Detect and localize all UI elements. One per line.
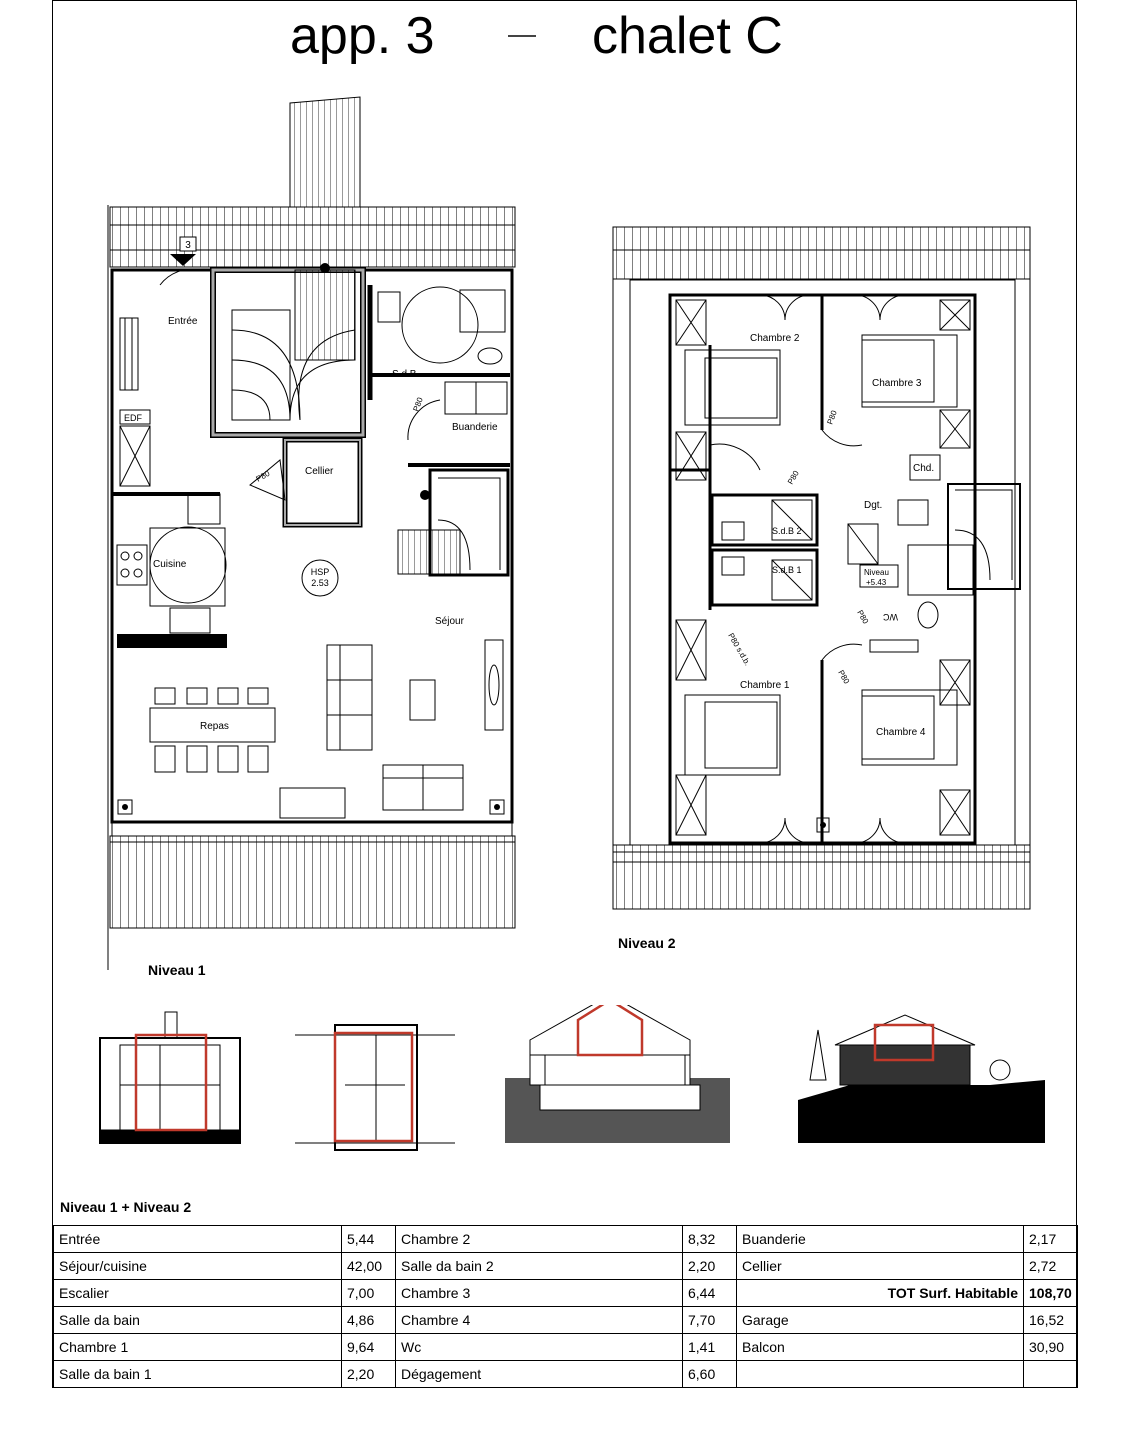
svg-text:+5.43: +5.43 xyxy=(866,578,887,587)
surface-label: Chambre 2 xyxy=(396,1226,683,1253)
surface-value: 2,20 xyxy=(342,1361,396,1388)
room-chambre-1: Chambre 1 xyxy=(740,680,790,691)
surface-value: 7,00 xyxy=(342,1280,396,1307)
label-niveau-2: Niveau 2 xyxy=(618,935,676,951)
room-buanderie: Buanderie xyxy=(452,422,498,433)
floor-plan-niveau-2 xyxy=(605,220,1035,920)
surface-label: Buanderie xyxy=(737,1226,1024,1253)
balcony-niveau-2 xyxy=(613,845,1030,909)
surface-value: 6,60 xyxy=(683,1361,737,1388)
surface-value: 30,90 xyxy=(1024,1334,1078,1361)
svg-text:P80: P80 xyxy=(411,396,425,413)
surface-value: 5,44 xyxy=(342,1226,396,1253)
table-row xyxy=(54,1334,1078,1361)
kitchen xyxy=(117,527,227,648)
surface-label: Chambre 3 xyxy=(396,1280,683,1307)
label-niveau-1: Niveau 1 xyxy=(148,962,206,978)
surface-label: Dégagement xyxy=(396,1361,683,1388)
title-chalet: chalet C xyxy=(592,7,783,65)
secondary-stair xyxy=(398,470,508,575)
room-chambre-4: Chambre 4 xyxy=(876,727,926,738)
surface-label: Entrée xyxy=(54,1226,342,1253)
surface-value: 7,70 xyxy=(683,1307,737,1334)
bathroom-niveau-1 xyxy=(370,285,510,400)
svg-text:2.53: 2.53 xyxy=(311,578,329,588)
surface-label: Escalier xyxy=(54,1280,342,1307)
surface-label: Wc xyxy=(396,1334,683,1361)
surface-value: 6,44 xyxy=(683,1280,737,1307)
room-chambre-2: Chambre 2 xyxy=(750,333,800,344)
surface-table xyxy=(53,1225,1078,1388)
svg-text:P80: P80 xyxy=(855,608,871,626)
svg-text:P80: P80 xyxy=(785,469,801,486)
surface-label: Cellier xyxy=(737,1253,1024,1280)
page-title xyxy=(0,4,1130,74)
surface-value: 2,17 xyxy=(1024,1226,1078,1253)
room-sejour: Séjour xyxy=(435,616,464,627)
page-frame-left xyxy=(52,0,53,1388)
room-dgt: Dgt. xyxy=(864,500,883,511)
svg-text:Niveau: Niveau xyxy=(864,568,889,577)
table-row xyxy=(54,1226,1078,1253)
room-repas: Repas xyxy=(200,721,229,732)
room-wc: WC xyxy=(883,612,898,622)
title-dash xyxy=(508,35,536,37)
table-row xyxy=(54,1280,1078,1307)
surface-value: 108,70 xyxy=(1024,1280,1078,1307)
surface-value: 4,86 xyxy=(342,1307,396,1334)
surface-value: 8,32 xyxy=(683,1226,737,1253)
svg-text:P80: P80 xyxy=(836,668,852,686)
dining-table xyxy=(150,688,275,772)
stair-niveau-2 xyxy=(908,484,1020,595)
svg-text:P80: P80 xyxy=(825,409,839,426)
surface-label: TOT Surf. Habitable xyxy=(737,1280,1024,1307)
surface-value xyxy=(1024,1361,1078,1388)
room-sdb-1: S.d.B 1 xyxy=(772,565,802,575)
room-sdb: S.d.B xyxy=(392,369,417,380)
thumb-elevation xyxy=(798,1015,1045,1143)
table-row xyxy=(54,1307,1078,1334)
svg-text:P80: P80 xyxy=(254,468,272,484)
room-cuisine: Cuisine xyxy=(153,559,187,570)
surface-value: 42,00 xyxy=(342,1253,396,1280)
thumb-plan-niveau-2 xyxy=(295,1025,455,1150)
toilet xyxy=(918,602,938,628)
surface-value: 9,64 xyxy=(342,1334,396,1361)
thumb-section xyxy=(505,1005,730,1143)
svg-text:HSP: HSP xyxy=(310,567,330,577)
laundry-room xyxy=(408,382,510,465)
table-row xyxy=(54,1361,1078,1388)
floor-plan-niveau-1 xyxy=(100,95,530,985)
thumb-plan-niveau-1 xyxy=(100,1012,240,1143)
surface-value: 2,72 xyxy=(1024,1253,1078,1280)
room-entree: Entrée xyxy=(168,316,198,327)
page-frame-top xyxy=(52,0,1077,1)
surface-value: 16,52 xyxy=(1024,1307,1078,1334)
surface-label: Salle da bain 1 xyxy=(54,1361,342,1388)
title-app: app. 3 xyxy=(290,7,435,65)
kitchen-counter xyxy=(117,634,227,648)
surface-value: 1,41 xyxy=(683,1334,737,1361)
room-chd: Chd. xyxy=(913,463,935,474)
surface-value: 2,20 xyxy=(683,1253,737,1280)
balcony-niveau-1 xyxy=(110,822,515,928)
room-sdb-2: S.d.B 2 xyxy=(772,526,802,536)
page-frame-right xyxy=(1076,0,1077,1388)
svg-text:3: 3 xyxy=(185,240,191,251)
key-plan-thumbnails xyxy=(95,1005,1055,1160)
room-cellier: Cellier xyxy=(305,466,334,477)
surface-label: Balcon xyxy=(737,1334,1024,1361)
svg-text:P80 s.d.b.: P80 s.d.b. xyxy=(726,631,753,668)
roof-overhang-top-2 xyxy=(613,227,1030,279)
ceiling-height-marker xyxy=(302,560,338,596)
surface-label: Chambre 4 xyxy=(396,1307,683,1334)
room-chambre-3: Chambre 3 xyxy=(872,378,922,389)
shelf-entree xyxy=(120,318,138,390)
table-row xyxy=(54,1253,1078,1280)
bathrooms-niveau-2 xyxy=(712,495,817,605)
surface-label: Salle da bain xyxy=(54,1307,342,1334)
surface-label: Chambre 1 xyxy=(54,1334,342,1361)
living-furniture xyxy=(280,640,503,818)
surface-label: Salle da bain 2 xyxy=(396,1253,683,1280)
surface-label: Garage xyxy=(737,1307,1024,1334)
surface-label: Séjour/cuisine xyxy=(54,1253,342,1280)
edf-label: EDF xyxy=(124,413,142,423)
surface-label xyxy=(737,1361,1024,1388)
table-heading: Niveau 1 + Niveau 2 xyxy=(60,1199,192,1215)
stair-core xyxy=(213,263,363,435)
cellar-room xyxy=(250,440,360,525)
roof-overhang-top xyxy=(110,97,515,267)
